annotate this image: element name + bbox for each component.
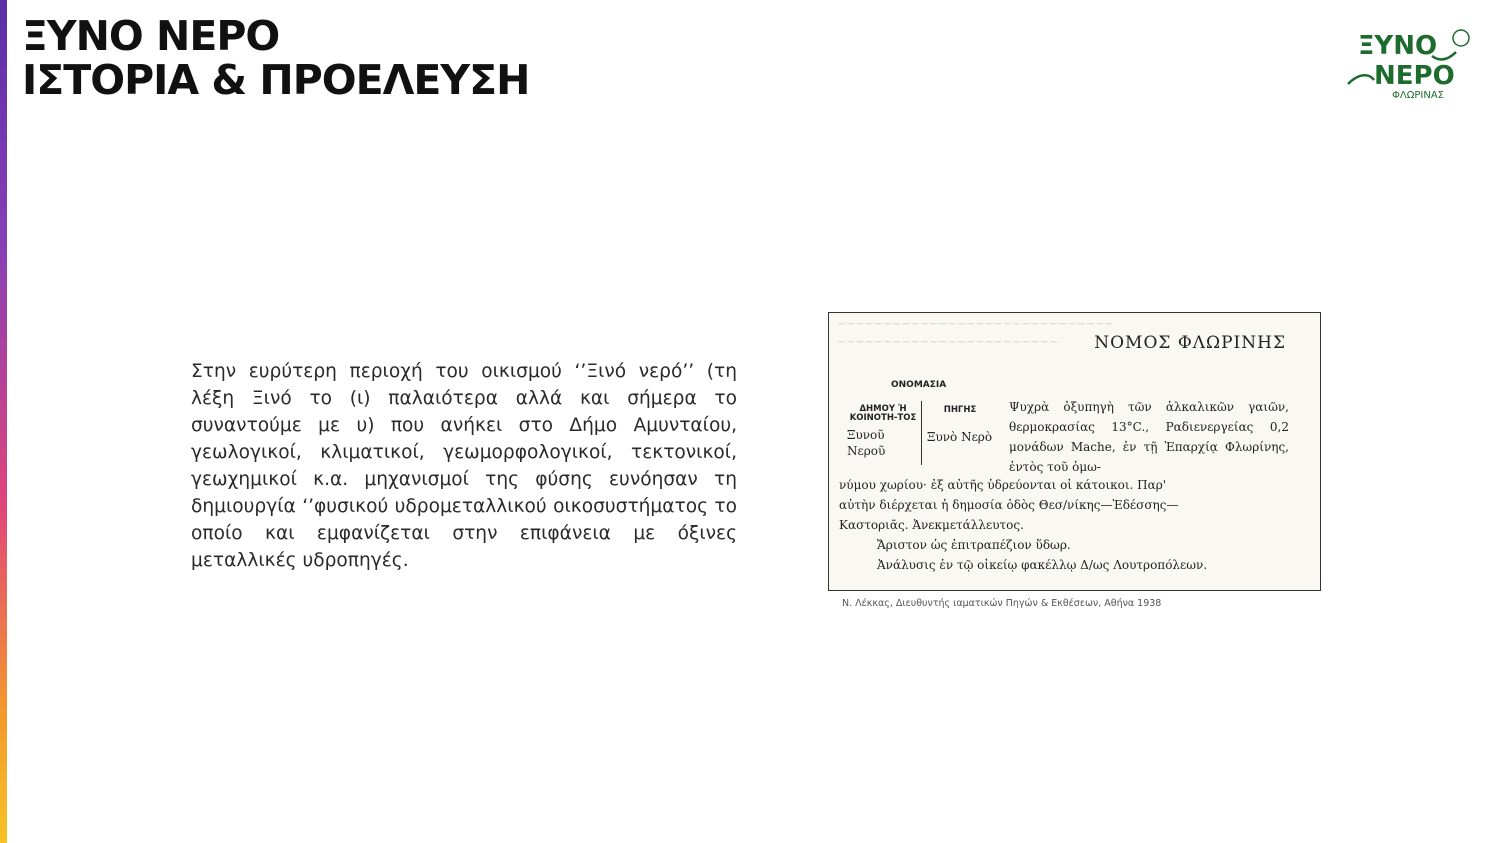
- document-description: Ψυχρὰ ὀξυπηγὴ τῶν ἀλκαλικῶν γαιῶν, θερμοκρασίας 13°C., Ραδιενεργείας 0,2 μονάδων Mache, ἐν τῇ Ἐπαρχίᾳ Φλωρίνης, ἐντὸς τοῦ ὁμω-: [1009, 400, 1289, 474]
- logo-emblem-icon: [1453, 30, 1469, 46]
- document-continuation: [839, 475, 1289, 575]
- document-column-title: ΟΝΟΜΑΣΙΑ: [891, 380, 947, 390]
- document-caption: Ν. Λέκκας, Διευθυντής ιαματικών Πηγών & Εκθέσεων, Αθήνα 1938: [842, 598, 1162, 609]
- logo-line-1: ΞΥΝΟ: [1358, 31, 1438, 61]
- document-mid-header: ΠΗΓΗΣ: [943, 405, 977, 415]
- logo-swoosh-left: [1348, 75, 1374, 84]
- document-heading: ΝΟΜΟΣ ΦΛΩΡΙΝΗΣ: [1094, 333, 1286, 353]
- document-left-column: [847, 405, 919, 459]
- document-line: νύμου χωρίου· ἐξ αὐτῆς ὑδρεύονται οἱ κάτοικοι. Παρ': [839, 478, 1167, 492]
- brand-logo: [1344, 22, 1476, 104]
- logo-line-3: ΦΛΩΡΙΝΑΣ: [1392, 90, 1444, 101]
- historical-document-image: [828, 312, 1321, 591]
- document-bleed-through: ~~~~~~~~~~~~~~~~~~~~~~~~~~~~~~ ~~~~~~~~~~~~~~~~~~~~~~~~: [837, 317, 1114, 348]
- logo-graphic: [1344, 22, 1476, 104]
- document-line: Καστοριᾶς. Ἀνεκμετάλλευτος.: [839, 518, 1024, 532]
- document-left-value: Ξυνοῦ Νεροῦ: [847, 428, 886, 458]
- history-paragraph: Στην ευρύτερη περιοχή του οικισμού ‘’Ξινό νερό’’ (τη λέξη Ξινό το (ι) παλαιότερα αλλά και σήμερα το συναντούμε με υ) που ανήκει στο Δήμο Αμυνταίου, γεωλογικοί, κλιματικοί, γεωμορφολογικοί, τεκτονικοί, γεωχημικοί κ.α. μηχανισμοί της φύσης ευνόησαν τη δημιουργία ‘’φυσικού υδρομεταλλικού οικοσυστήματος το οποίο και εμφανίζεται στην επιφάνεια με όξινες μεταλλικές υδροπηγές.: [191, 361, 737, 571]
- accent-gradient-bar: [0, 0, 7, 843]
- document-indent-line: Ἄριστον ὡς ἐπιτραπέζιον ὕδωρ.: [877, 538, 1071, 552]
- title-line-1: ΞΥΝΟ ΝΕΡΟ: [22, 12, 280, 60]
- document-column-divider: [921, 401, 922, 465]
- title-line-2: ΙΣΤΟΡΙΑ & ΠΡΟΕΛΕΥΣΗ: [22, 56, 530, 104]
- document-left-header: ΔΗΜΟΥ Ή ΚΟΙΝΟΤΗ-ΤΟΣ: [849, 404, 917, 423]
- page-title: [22, 14, 529, 102]
- logo-line-2: ΝΕΡΟ: [1374, 61, 1455, 91]
- document-mid-value: Ξυνὸ Νερὸ: [927, 430, 993, 444]
- document-indent-line: Ἀνάλυσις ἐν τῷ οἰκείῳ φακέλλῳ Δ/ως Λουτροπόλεων.: [877, 558, 1208, 572]
- document-line: αὐτὴν διέρχεται ἡ δημοσία ὁδὸς Θεσ/νίκης—Ἐδέσσης—: [839, 498, 1179, 512]
- document-mid-column: [925, 405, 995, 445]
